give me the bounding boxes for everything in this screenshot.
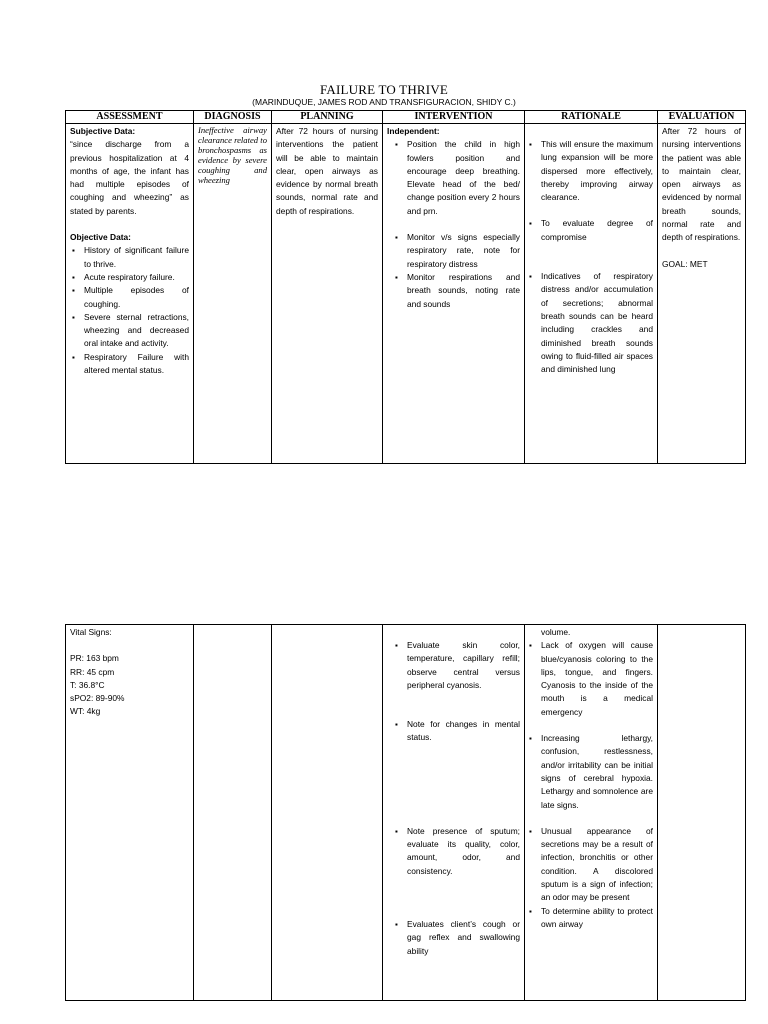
evaluation-cell: [658, 124, 746, 464]
list-item: ▪ Note for changes in mental status.: [407, 718, 520, 745]
care-plan-table-page2: [65, 624, 746, 1001]
vital-rr: RR: 45 cpm: [70, 666, 115, 677]
diagnosis-text: Ineffective airway clearance related to bronchospasms as evidence by severe coughing and wheezing: [198, 125, 267, 185]
rationale-cell: [525, 625, 658, 1001]
subjective-label: Subjective Data:: [70, 126, 136, 136]
vital-spo2: sPO2: 89-90%: [70, 693, 125, 704]
col-header-diagnosis: DIAGNOSIS: [194, 111, 272, 124]
col-header-evaluation: EVALUATION: [658, 111, 746, 124]
list-item: ▪ Position the child in high fowlers position and encourage deep breathing. Elevate head of the bed/ change position every 2 hours and prn.: [407, 138, 520, 218]
intervention-list: [387, 639, 520, 958]
diagnosis-cell: [194, 124, 272, 464]
document-title: FAILURE TO THRIVE: [319, 82, 449, 97]
col-header-assessment: ASSESSMENT: [66, 111, 194, 124]
list-item: ▪ History of significant failure to thrive.: [84, 244, 189, 271]
planning-cell: [272, 625, 383, 1001]
rationale-continued: volume.: [541, 627, 571, 637]
col-header-planning: PLANNING: [272, 111, 383, 124]
care-plan-table-page1: [65, 110, 746, 464]
vital-weight: WT: 4kg: [70, 706, 101, 717]
subjective-text: “since discharge from a previous hospitalization at 4 months of age, the infant has had multiple episodes of coughing and wheezing” as stated by parents.: [70, 139, 189, 216]
rationale-cell: [525, 124, 658, 464]
evaluation-text: After 72 hours of nursing interventions the patient was able to maintain clear, open airways as evidenced by normal breath sounds, normal rate and depth of respirations.: [662, 126, 741, 243]
list-item: ▪ Monitor respirations and breath sounds, noting rate and sounds: [407, 271, 520, 311]
goal-status: GOAL: MET: [662, 258, 708, 269]
col-header-intervention: INTERVENTION: [383, 111, 525, 124]
intervention-cell: [383, 124, 525, 464]
assessment-cell: [66, 124, 194, 464]
list-item: ▪ Evaluate skin color, temperature, capillary refill; observe central versus peripheral cyanosis.: [407, 639, 520, 692]
list-item: ▪ This will ensure the maximum lung expansion will be more dispersed more effectively, thereby improving airway clearance.: [541, 138, 653, 204]
vital-signs-cell: [66, 625, 194, 1001]
list-item: ▪ Severe sternal retractions, wheezing and decreased oral intake and activity.: [84, 311, 189, 351]
rationale-list: [529, 639, 653, 931]
list-item: ▪ Lack of oxygen will cause blue/cyanosis coloring to the lips, tongue, and fingers. Cyanosis to the inside of the mouth is a medical emergency: [541, 639, 653, 719]
vital-pr: PR: 163 bpm: [70, 653, 119, 664]
table-row: [66, 124, 746, 464]
list-item: ▪ Acute respiratory failure.: [84, 271, 189, 284]
evaluation-cell: [658, 625, 746, 1001]
list-item: ▪ To determine ability to protect own airway: [541, 905, 653, 932]
list-item: ▪ Indicatives of respiratory distress and/or accumulation of secretions; abnormal breath sounds can be heard including crackles and diminished breath sounds owing to fluid-filled air spaces and diminished lung: [541, 270, 653, 376]
list-item: ▪ Evaluates client’s cough or gag reflex and swallowing ability: [407, 918, 520, 958]
list-item: ▪ Respiratory Failure with altered mental status.: [84, 351, 189, 378]
independent-label: Independent:: [387, 126, 440, 136]
table-header-row: [66, 111, 746, 124]
col-header-rationale: RATIONALE: [525, 111, 658, 124]
table-row: [66, 625, 746, 1001]
list-item: ▪ Multiple episodes of coughing.: [84, 284, 189, 311]
objective-label: Objective Data:: [70, 232, 131, 243]
list-item: ▪ Note presence of sputum; evaluate its quality, color, amount, odor, and consistency.: [407, 825, 520, 878]
planning-text: After 72 hours of nursing interventions the patient will be able to maintain clear, open airways as evidence by normal breath sounds, normal rate and depth of respirations.: [276, 126, 378, 216]
planning-cell: [272, 124, 383, 464]
intervention-list: [387, 138, 520, 311]
rationale-list: [529, 138, 653, 376]
intervention-cell: [383, 625, 525, 1001]
list-item: ▪ Increasing lethargy, confusion, restlessness, and/or irritability can be initial signs of cerebral hypoxia. Lethargy and somnolence are late signs.: [541, 732, 653, 812]
list-item: ▪ Unusual appearance of secretions may be a result of infection, bronchitis or other condition. A discolored sputum is a sign of infection; an odor may be present: [541, 825, 653, 905]
list-item: ▪ To evaluate degree of compromise: [541, 217, 653, 244]
vital-temp: T: 36.8°C: [70, 679, 105, 690]
document-authors: (MARINDUQUE, JAMES ROD AND TRANSFIGURACION, SHIDY C.): [252, 97, 516, 107]
objective-list: [70, 244, 189, 377]
vital-signs-label: Vital Signs:: [70, 627, 112, 637]
list-item: ▪ Monitor v/s signs especially respiratory rate, note for respiratory distress: [407, 231, 520, 271]
diagnosis-cell: [194, 625, 272, 1001]
